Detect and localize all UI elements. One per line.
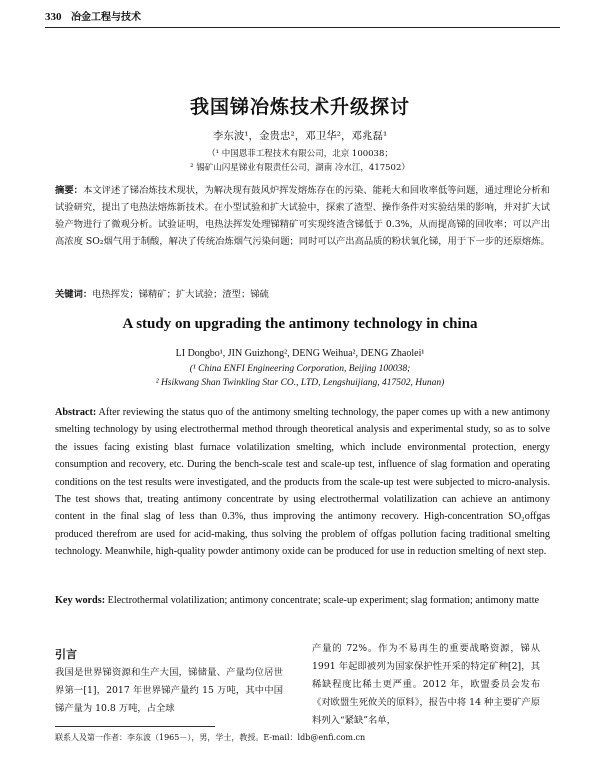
en-affiliation-2: ² Hsikwang Shan Twinkling Star CO., LTD, Lengshuijiang, 417502, Hunan): [155, 378, 445, 388]
footnote-rule: [55, 726, 215, 727]
en-keywords-text: Electrothermal volatilization; antimony concentrate; scale-up experiment; slag formation; antimony matte: [107, 595, 540, 606]
cn-affiliation-2: ² 锡矿山闪星锑业有限责任公司，湖南 冷水江，417502）: [190, 163, 410, 173]
en-keywords: [55, 592, 550, 609]
cn-keywords-label: 关键词：: [55, 289, 93, 300]
en-abstract: [55, 404, 550, 561]
en-affiliation-1: (¹ China ENFI Engineering Corporation, Beijing 100038;: [189, 364, 411, 374]
en-keywords-label: Key words:: [55, 595, 106, 606]
journal-name: 冶金工程与技术: [70, 12, 141, 23]
en-authors: LI Dongbo¹, JIN Guizhong², DENG Weihua², DENG Zhaolei¹: [175, 348, 425, 359]
cn-abstract-label: 摘要：: [55, 185, 84, 196]
header-rule: [45, 27, 560, 28]
cn-title: 我国锑冶炼技术升级探讨: [189, 96, 410, 118]
page-number: 330: [45, 11, 62, 23]
en-abstract-label: Abstract:: [55, 407, 97, 418]
cn-keywords: [55, 286, 550, 303]
cn-abstract: [55, 182, 550, 250]
section-title-intro: 引言: [55, 648, 77, 661]
cn-authors: 李东波¹，金贵忠²，邓卫华²，邓兆磊¹: [212, 130, 388, 142]
en-title: A study on upgrading the antimony technology in china: [122, 316, 478, 332]
cn-abstract-text: 本文评述了锑冶炼技术现状，为解决现有鼓风炉挥发熔炼存在的污染、能耗大和回收率低等问题，通过理论分析和试验研究，提出了电热法熔炼新技术。在小型试验和扩大试验中，探索了渣型、操作条件对实验结果的影响，并对扩大试验产物进行了微观分析。试验证明，电热法挥发处理锑精矿可实现终渣含锑低于 0.3%，从而提高锑的回收率；可以产出高浓度 SO₂烟气用于制酸，解决了传统冶炼烟气污染问题；同时可以产出高品质的粉状氧化锑，用于下一步的还原熔炼。: [55, 185, 550, 247]
body-column-left: 我国是世界锑资源和生产大国，锑储量、产量均位居世界第一[1]，2017 年世界锑产量约 15 万吨，其中中国锑产量为 10.8 万吨，占全球: [55, 667, 283, 714]
en-abstract-text: After reviewing the status quo of the antimony smelting technology, the paper comes up with a new antimony smelting technology by using electrothermal method through theoretical analysis and experimental study, so as to solve the issues facing existing blast furnace volatilization smelting, which include environmental protection, energy consumption and recovery, etc. During the bench-scale test and scale-up test, influence of slag formation and operating conditions on the test results were investigated, and the products from the scale-up test were subjected to micro-analysis. The test shows that, treating antimony concentrate by using electrothermal volatilization can achieve an antimony content in the final slag of less than 0.3%, thus improving the antimony recovery. High-concentration SO₂offgas produced therefrom are used for acid-making, thus solving the problem of offgas pollution facing traditional smelting technology. Meanwhile, high-quality powder antimony oxide can be produced for use in reduction smelting of next step.: [55, 407, 550, 558]
body-column-right: 产量的 72%。作为不易再生的重要战略资源，锑从 1991 年起即被列为国家保护性开采的特定矿种[2]，其稀缺程度比稀土更严重。2012 年，欧盟委员会发布《对欧盟生死攸关的原料》，报告中将 14 种主要矿产原料列入“紧缺”名单，: [312, 643, 540, 726]
footnote: 联系人及第一作者：李东波（1965－），男，学士，教授。E-mail：ldb@enfi.com.cn: [55, 733, 366, 742]
cn-keywords-text: 电热挥发；锑精矿；扩大试验；渣型；锑硫: [92, 289, 269, 300]
running-head: [45, 8, 560, 26]
cn-affiliation-1: （¹ 中国恩菲工程技术有限公司，北京 100038；: [207, 149, 393, 159]
